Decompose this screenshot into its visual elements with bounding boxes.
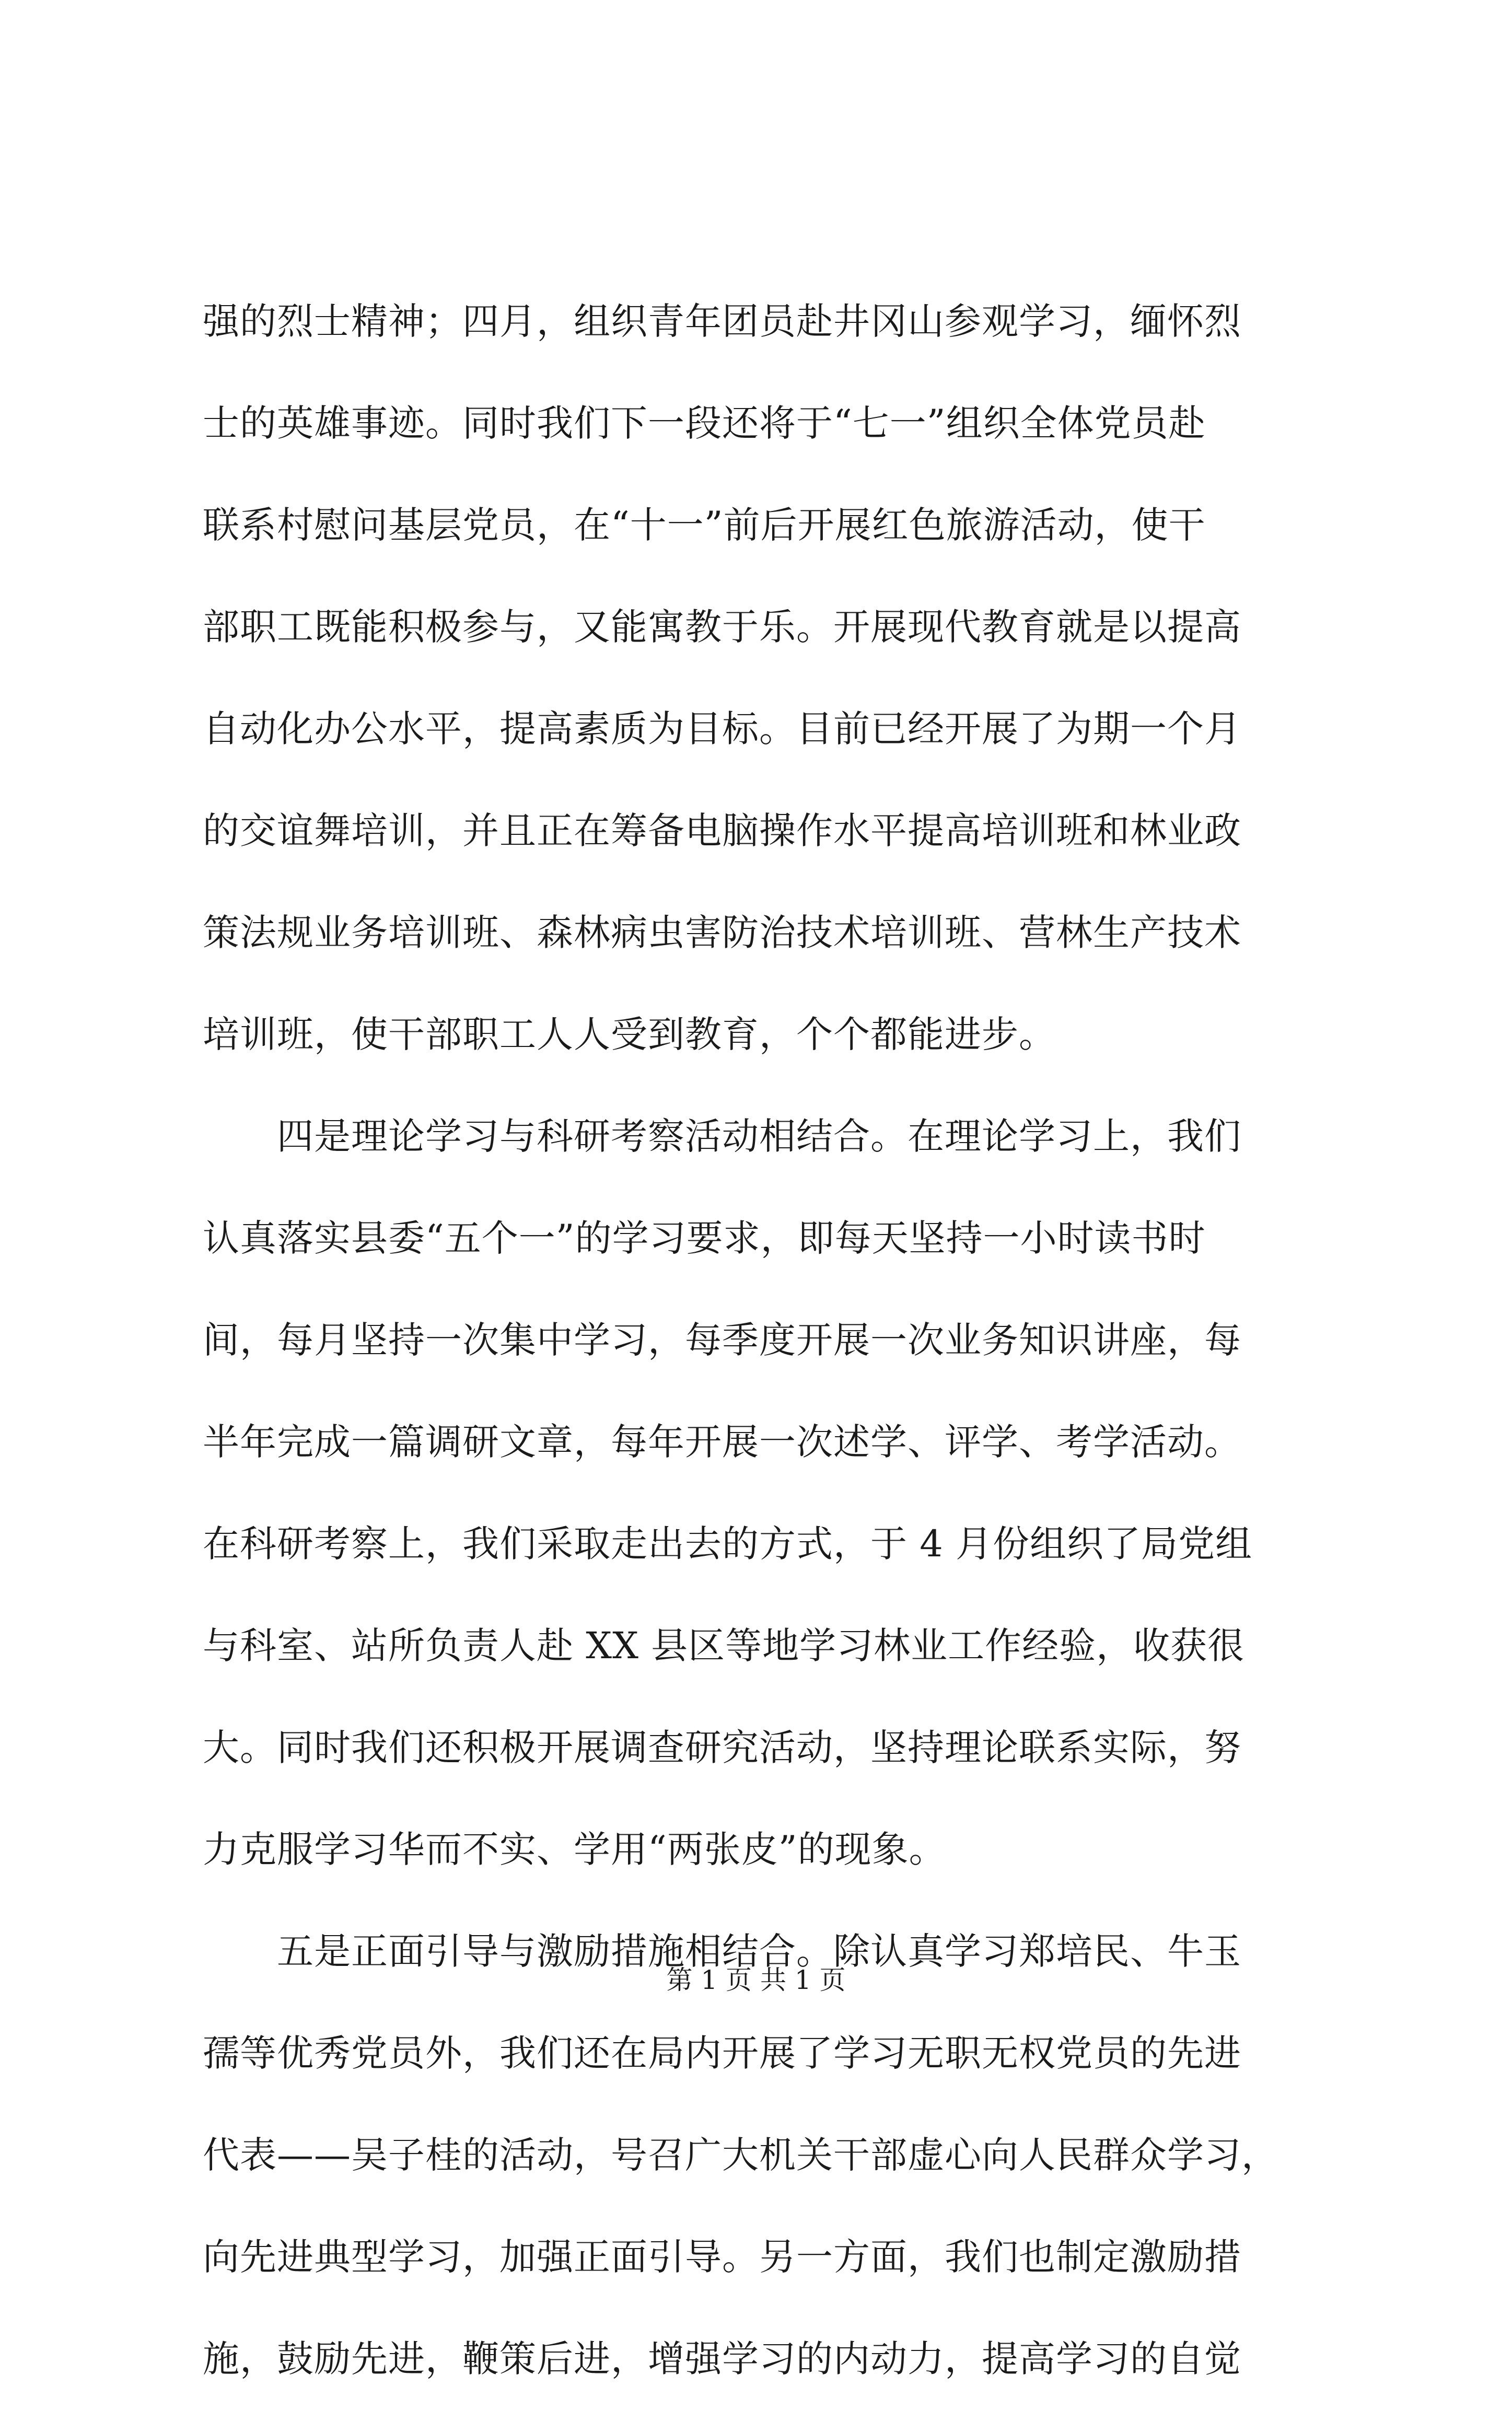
body-text <box>203 271 1321 2410</box>
text-line: 与科室、站所负责人赴 XX 县区等地学习林业工作经验，收获很 <box>203 1624 1245 1667</box>
text-line: 的交谊舞培训，并且正在筹备电脑操作水平提高培训班和林业政 <box>203 809 1241 852</box>
page-number-label: 第 1 页 共 1 页 <box>666 1965 846 1995</box>
text-line: 策法规业务培训班、森林病虫害防治技术培训班、营林生产技术 <box>203 911 1241 954</box>
page-footer <box>0 1962 1512 1998</box>
text-line: 向先进典型学习，加强正面引导。另一方面，我们也制定激励措 <box>203 2236 1241 2278</box>
text-line: 在科研考察上，我们采取走出去的方式，于 4 月份组织了局党组 <box>203 1522 1253 1565</box>
text-line: 强的烈士精神；四月，组织青年团员赴井冈山参观学习，缅怀烈 <box>203 300 1241 343</box>
text-line: 孺等优秀党员外，我们还在局内开展了学习无职无权党员的先进 <box>203 2032 1241 2075</box>
text-line: 代表——吴子桂的活动，号召广大机关干部虚心向人民群众学习， <box>203 2134 1278 2176</box>
text-line: 间，每月坚持一次集中学习，每季度开展一次业务知识讲座，每 <box>203 1319 1241 1361</box>
text-line: 联系村慰问基层党员，在“十一”前后开展红色旅游活动，使干 <box>203 504 1206 546</box>
text-line: 自动化办公水平，提高素质为目标。目前已经开展了为期一个月 <box>203 707 1241 750</box>
text-line: 四是理论学习与科研考察活动相结合。在理论学习上，我们 <box>203 1115 1241 1158</box>
text-line: 力克服学习华而不实、学用“两张皮”的现象。 <box>203 1828 946 1871</box>
text-line: 部职工既能积极参与，又能寓教于乐。开展现代教育就是以提高 <box>203 606 1241 648</box>
text-line: 大。同时我们还积极开展调查研究活动，坚持理论联系实际，努 <box>203 1726 1241 1769</box>
text-line: 认真落实县委“五个一”的学习要求，即每天坚持一小时读书时 <box>203 1217 1206 1260</box>
text-line: 五是正面引导与激励措施相结合。除认真学习郑培民、牛玉 <box>203 1930 1241 1973</box>
text-line: 士的英雄事迹。同时我们下一段还将于“七一”组织全体党员赴 <box>203 402 1206 445</box>
text-line: 施，鼓励先进，鞭策后进，增强学习的内动力，提高学习的自觉 <box>203 2337 1241 2380</box>
text-line: 培训班，使干部职工人人受到教育，个个都能进步。 <box>203 1013 1056 1056</box>
text-line: 半年完成一篇调研文章，每年开展一次述学、评学、考学活动。 <box>203 1421 1241 1463</box>
